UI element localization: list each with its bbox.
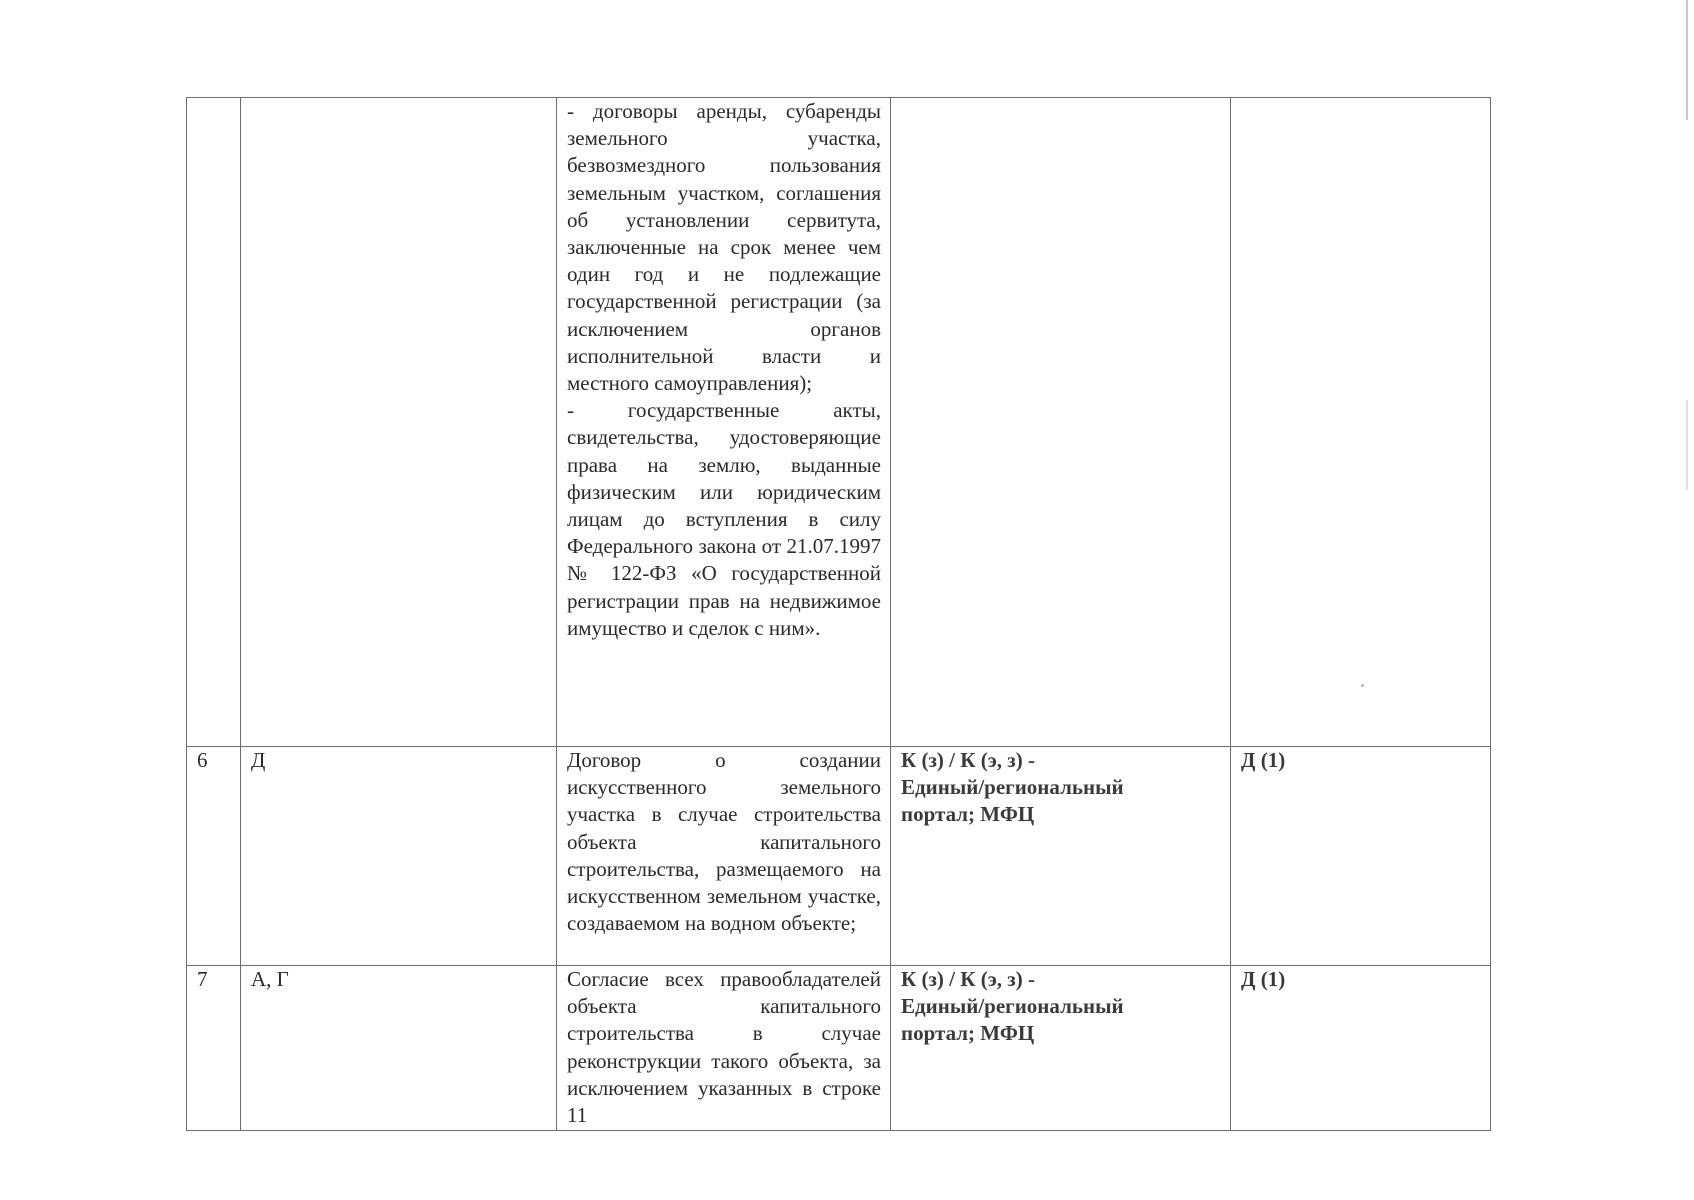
method-line: К (з) / К (э, з) - bbox=[901, 967, 1035, 991]
document-cell bbox=[557, 98, 891, 747]
submission-method-cell bbox=[891, 98, 1231, 747]
document-paragraph: - договоры аренды, субаренды земельного участка, безвозмездного пользования земельным участком, соглашения об установлении сервитута, заключенные на срок менее чем один год и не подлежащие государственной регистрации (за исключением органов исполнительной власти и местного самоуправления); bbox=[567, 99, 881, 396]
table-row-continuation bbox=[187, 98, 1491, 747]
requirement-cell bbox=[1231, 98, 1491, 747]
requirement-cell: Д (1) bbox=[1231, 747, 1491, 966]
method-line: Единый/региональный bbox=[901, 994, 1124, 1019]
row-number-cell: 6 bbox=[187, 747, 241, 966]
method-line: портал; МФЦ bbox=[901, 802, 1035, 827]
requirement-cell: Д (1) bbox=[1231, 966, 1491, 1131]
applicant-code-cell bbox=[241, 98, 557, 747]
scan-speck bbox=[1361, 684, 1364, 687]
requirements-table bbox=[186, 97, 1491, 1131]
scan-edge-mark bbox=[1686, 400, 1688, 490]
row-number-cell bbox=[187, 98, 241, 747]
table-row bbox=[187, 747, 1491, 966]
document-cell bbox=[557, 747, 891, 966]
row-number-cell: 7 bbox=[187, 966, 241, 1131]
submission-method-cell bbox=[891, 966, 1231, 1131]
scan-edge-mark bbox=[1686, 0, 1688, 120]
document-cell bbox=[557, 966, 891, 1131]
method-line: К (з) / К (э, з) - bbox=[901, 748, 1035, 772]
table-row bbox=[187, 966, 1491, 1131]
method-line: портал; МФЦ bbox=[901, 1021, 1035, 1046]
document-paragraph: Согласие всех правообладателей объекта капитального строительства в случае реконструкции такого объекта, за исключением указанных в строке 11 bbox=[567, 967, 881, 1128]
method-line: Единый/региональный bbox=[901, 775, 1124, 800]
applicant-code-cell: А, Г bbox=[241, 966, 557, 1131]
document-paragraph: Договор о создании искусственного земельного участка в случае строительства объекта капитального строительства, размещаемого на искусственном земельном участке, создаваемом на водном объекте; bbox=[567, 748, 881, 936]
document-paragraph: - государственные акты, свидетельства, удостоверяющие права на землю, выданные физическим или юридическим лицам до вступления в силу Федерального закона от 21.07.1997 № 122-ФЗ «О государственной регистрации прав на недвижимое имущество и сделок с ним». bbox=[567, 398, 881, 640]
submission-method-cell bbox=[891, 747, 1231, 966]
applicant-code-cell: Д bbox=[241, 747, 557, 966]
